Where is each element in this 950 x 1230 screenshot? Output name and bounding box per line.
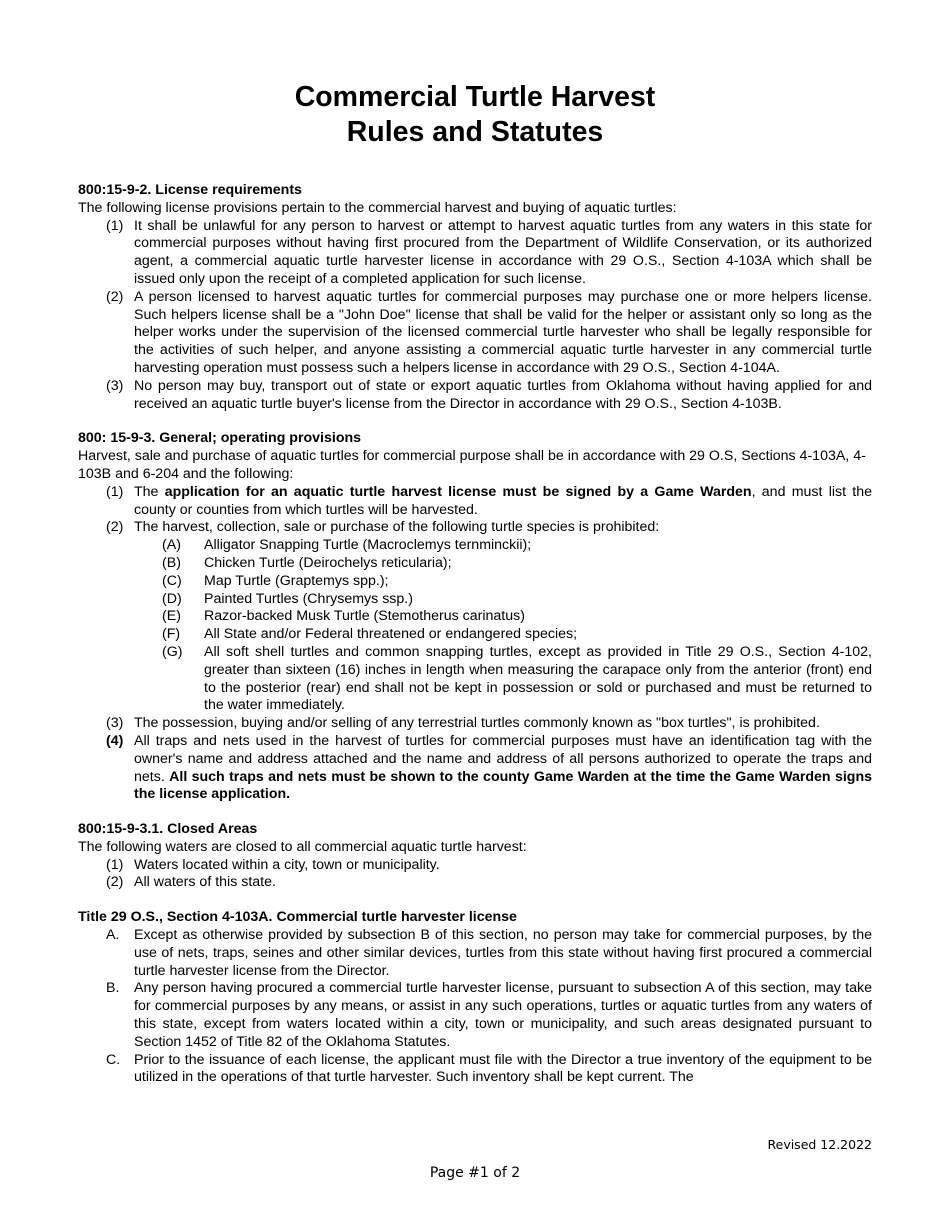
item-letter: C. — [106, 1051, 121, 1068]
page-number: Page #1 of 2 — [429, 1165, 521, 1181]
sub-item-text: Chicken Turtle (Deirochelys reticularia); — [204, 554, 452, 571]
section-operating-provisions — [78, 430, 872, 804]
sub-item-letter: (G) — [162, 643, 183, 660]
item-text-bold: All such traps and nets must be shown to the county Game Warden at the time the Game Warden signs the license application. — [134, 768, 873, 803]
sub-list-item — [78, 608, 872, 626]
item-text-post: , and must list the county or counties from which turtles will be harvested. — [134, 483, 873, 518]
sub-list-item — [78, 626, 872, 644]
list-item — [78, 519, 872, 537]
sub-list-item — [78, 537, 872, 555]
list-item — [78, 857, 872, 875]
list-item — [78, 733, 872, 804]
section-heading: 800:15-9-2. License requirements — [78, 182, 302, 198]
item-text: Prior to the issuance of each license, the applicant must file with the Director a true inventory of the equipment to be utilized in the operations of that turtle harvester. Such inventory shall be kept current. The — [134, 1051, 872, 1086]
item-text-plain: All traps and nets used in the harvest of turtles for commercial purposes must have an identification tag with the owner's name and address attached and the name and address of all persons authorized to operate the traps and nets. — [134, 732, 872, 785]
sub-list-item — [78, 573, 872, 591]
list-item — [78, 715, 872, 733]
list-item — [78, 874, 872, 892]
item-text: The harvest, collection, sale or purchase of the following turtle species is prohibited: — [134, 519, 660, 536]
item-letter: A. — [106, 927, 120, 944]
list-item — [78, 289, 872, 378]
sub-item-text: Map Turtle (Graptemys spp.); — [204, 572, 389, 589]
item-text — [134, 484, 872, 520]
sub-list-item — [78, 555, 872, 573]
list-item — [78, 218, 872, 289]
section-closed-areas — [78, 821, 872, 892]
title-block — [78, 80, 872, 150]
sub-item-letter: (A) — [162, 537, 181, 554]
section-intro: Harvest, sale and purchase of aquatic turtles for commercial purpose shall be in accordance with 29 O.S, Sections 4-103A, 4-103B and 6-204 and the following: — [78, 448, 866, 482]
section-heading: 800:15-9-3.1. Closed Areas — [78, 821, 258, 838]
sub-item-letter: (F) — [162, 626, 181, 643]
document-page — [78, 80, 872, 1104]
item-text: Waters located within a city, town or municipality. — [134, 856, 440, 873]
sub-item-text: All soft shell turtles and common snapping turtles, except as provided in Title 29 O.S., Section 4-102, greater than sixteen (16) inches in length when measuring the carapace only from the anterior (front) end to the posterior (rear) end shall not be kept in possession or sold or purchased and must be returned to the water immediately. — [204, 643, 872, 714]
item-number: (2) — [106, 874, 124, 891]
item-number: (3) — [106, 715, 124, 732]
item-text-pre: The — [134, 483, 165, 500]
item-number: (1) — [106, 483, 124, 500]
list-item — [78, 927, 872, 980]
list-item — [78, 980, 872, 1051]
section-heading: Title 29 O.S., Section 4-103A. Commercial turtle harvester license — [78, 909, 517, 926]
sub-item-text: Painted Turtles (Chrysemys ssp.) — [204, 590, 413, 607]
page-title-line2: Rules and Statutes — [346, 116, 604, 148]
item-text: Any person having procured a commercial turtle harvester license, pursuant to subsection A of this section, may take for commercial purposes by any means, or assist in any such operations, turtles or aquatic turtles from any waters of this state, except from waters located within a city, town or municipality, and such areas designated pursuant to Section 1452 of Title 82 of the Oklahoma Statutes. — [134, 980, 872, 1050]
item-text: The possession, buying and/or selling of any terrestrial turtles commonly known as "box turtles", is prohibited. — [134, 715, 820, 732]
item-text: Except as otherwise provided by subsection B of this section, no person may take for commercial purposes, by the use of nets, traps, seines and other similar devices, turtles from this state without having first procured a commercial turtle harvester license from the Director. — [134, 927, 872, 979]
item-text: No person may buy, transport out of state or export aquatic turtles from Oklahoma without having applied for and received an aquatic turtle buyer's license from the Director in accordance with 29 O.S., Section 4-103B. — [134, 377, 872, 412]
item-number: (2) — [106, 288, 124, 305]
sub-item-text: All State and/or Federal threatened or endangered species; — [204, 626, 578, 643]
item-text: All waters of this state. — [134, 874, 276, 891]
item-text — [134, 733, 872, 804]
sub-item-text: Alligator Snapping Turtle (Macroclemys ternminckii); — [204, 537, 532, 554]
revision-date: Revised 12.2022 — [767, 1137, 872, 1152]
sub-item-letter: (C) — [162, 572, 182, 589]
item-text-bold: application for an aquatic turtle harvest license must be signed by a Game Warden — [164, 483, 752, 500]
section-intro: The following waters are closed to all commercial aquatic turtle harvest: — [78, 838, 527, 855]
section-license-requirements — [78, 182, 872, 413]
list-item — [78, 1052, 872, 1088]
page-title-line1: Commercial Turtle Harvest — [294, 81, 656, 113]
sub-item-letter: (D) — [162, 590, 182, 607]
item-number: (3) — [106, 377, 124, 394]
item-number: (1) — [106, 217, 124, 234]
list-item — [78, 378, 872, 414]
sub-item-letter: (B) — [162, 554, 181, 571]
item-number: (1) — [106, 856, 124, 873]
sub-item-text: Razor-backed Musk Turtle (Stemotherus carinatus) — [204, 608, 525, 625]
item-number: (4) — [106, 732, 124, 749]
section-heading: 800: 15-9-3. General; operating provisions — [78, 430, 362, 447]
item-text: It shall be unlawful for any person to harvest or attempt to harvest aquatic turtles from any waters in this state for commercial purposes without having first procured from the Department of Wildlife Conservation, or its authorized agent, a commercial aquatic turtle harvester license in accordance with 29 O.S., Section 4-103A which shall be issued only upon the receipt of a completed application for such license. — [134, 217, 872, 287]
item-text: A person licensed to harvest aquatic turtles for commercial purposes may purchase one or more helpers license. Such helpers license shall be a "John Doe" license that shall be valid for the helper or assistant only so long as the helper works under the supervision of the licensed commercial turtle harvester who shall be legally responsible for the activities of such helper, and anyone assisting a commercial aquatic turtle harvester in any commercial turtle harvesting operation must possess such a helpers license in accordance with 29 O.S., Section 4-104A. — [134, 288, 872, 376]
sub-item-letter: (E) — [162, 608, 181, 625]
item-number: (2) — [106, 519, 124, 536]
sub-list-item — [78, 644, 872, 715]
sub-list-item — [78, 591, 872, 609]
list-item — [78, 484, 872, 520]
section-intro: The following license provisions pertain to the commercial harvest and buying of aquatic turtles: — [78, 199, 677, 216]
item-letter: B. — [106, 980, 120, 997]
section-harvester-license — [78, 909, 872, 1087]
